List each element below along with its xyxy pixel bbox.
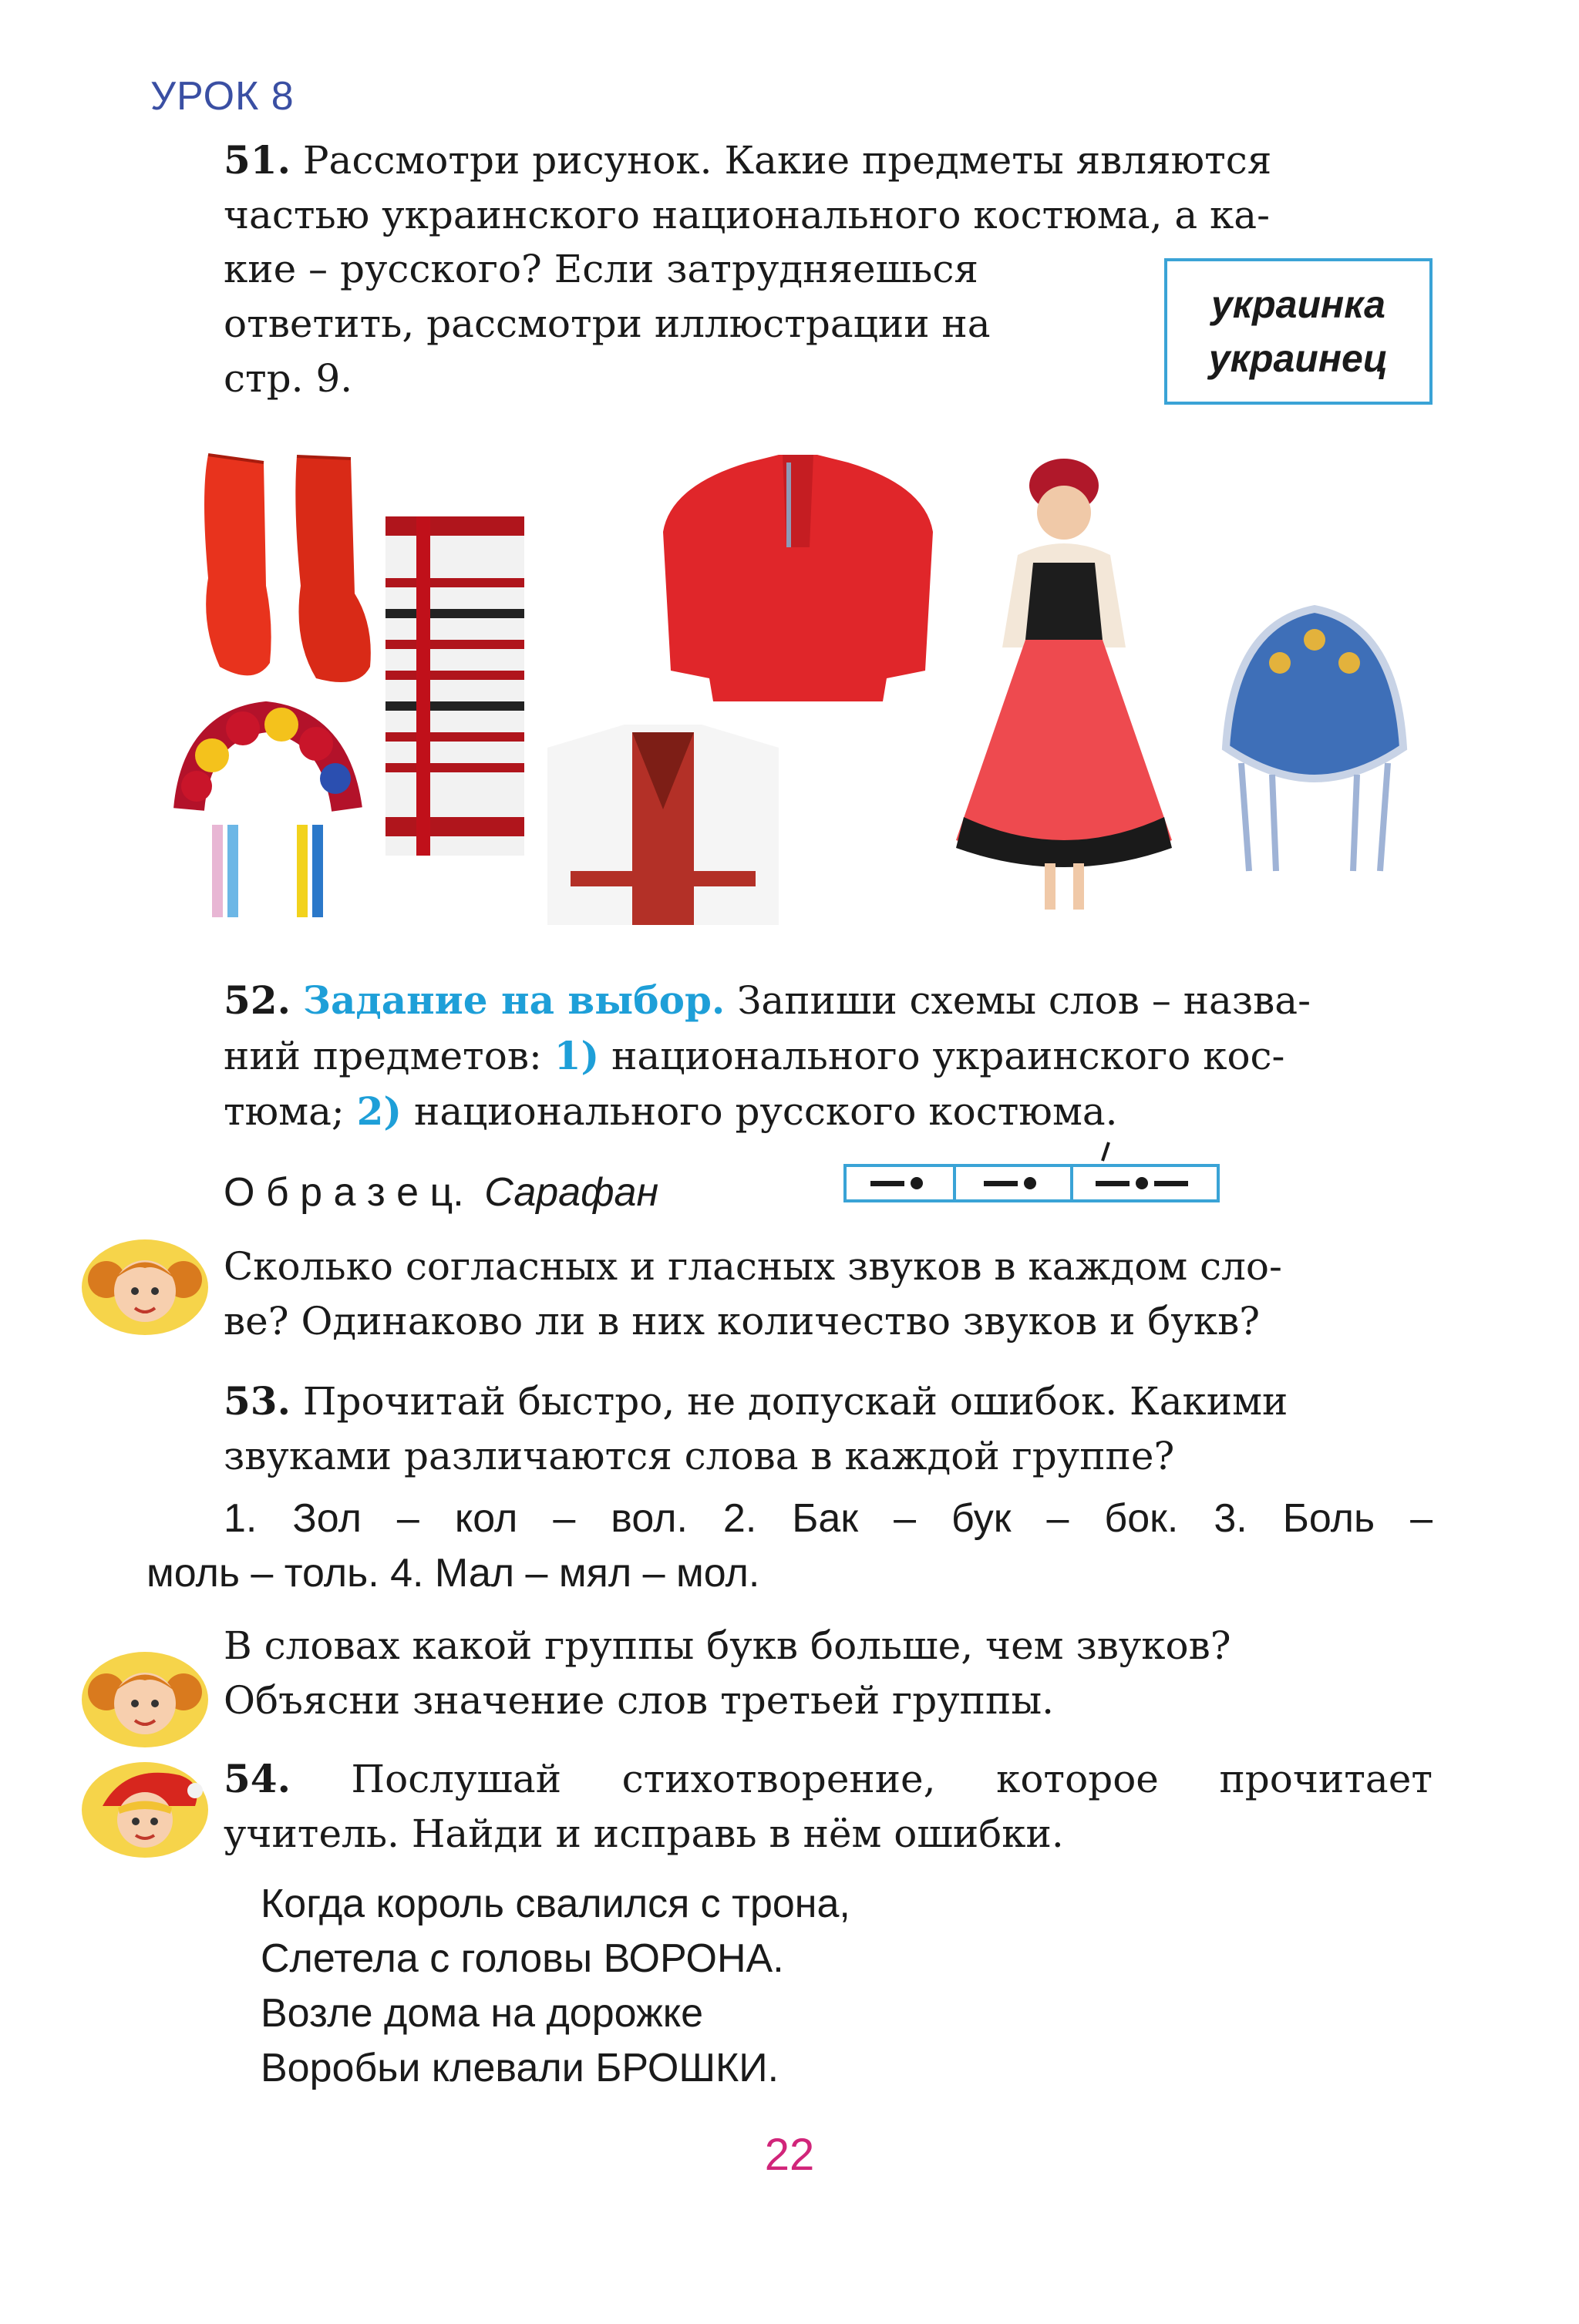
ex53-line-1: 53. Прочитай быстро, не допускай ошибок. Какими xyxy=(224,1378,1288,1424)
girl-face-icon xyxy=(79,1650,210,1750)
red-shirt-image xyxy=(655,447,941,709)
page-number: 22 xyxy=(764,2130,815,2180)
option-2-marker: 2) xyxy=(356,1088,402,1134)
boy-face-icon xyxy=(79,1760,210,1860)
sample-label: О б р а з е ц. xyxy=(224,1170,464,1215)
consonant-vowel-consonant-icon xyxy=(1091,1175,1199,1191)
stress-mark-icon xyxy=(1098,1141,1113,1162)
exercise-number: 52. xyxy=(224,977,291,1023)
ex52-question xyxy=(224,1239,1433,1349)
girl-character-avatar xyxy=(79,1237,210,1337)
poem-line-3: Возле дома на дорожке xyxy=(261,1991,704,2036)
ex51-line-1: 51. Рассмотри рисунок. Какие предметы являются xyxy=(224,137,1272,183)
word-scheme xyxy=(843,1164,1220,1202)
exercise-51 xyxy=(224,133,1433,243)
exercise-52 xyxy=(224,973,1433,1139)
sarafan-costume-image xyxy=(948,447,1180,925)
costume-illustrations xyxy=(146,439,1434,925)
ex54-line-2: учитель. Найди и исправь в нём ошибки. xyxy=(224,1811,1064,1856)
exercise-number: 53. xyxy=(224,1378,291,1424)
word-groups-line-2: моль – толь. 4. Мал – мял – мол. xyxy=(146,1551,760,1596)
kokoshnik-image xyxy=(1203,594,1426,879)
syllable-2 xyxy=(956,1167,1073,1199)
poem-line-4: Воробьи клевали БРОШКИ. xyxy=(261,2046,779,2090)
girl-character-avatar xyxy=(79,1650,210,1750)
sample-line xyxy=(224,1165,658,1219)
lesson-title: УРОК 8 xyxy=(150,74,295,119)
ex53-question xyxy=(224,1619,1433,1728)
syllable-1 xyxy=(847,1167,956,1199)
word-groups xyxy=(146,1492,1433,1601)
vocab-word-ukrainka: украинка xyxy=(1210,283,1385,326)
ex52-question-line-2: ве? Одинаково ли в них количество звуков и букв? xyxy=(224,1299,1261,1344)
girl-face-icon xyxy=(79,1237,210,1337)
boy-character-avatar xyxy=(79,1760,210,1860)
ex51-line-4: ответить, рассмотри иллюстрации на xyxy=(224,301,991,346)
ex52-line-2: ний предметов: 1) национального украинского кос- xyxy=(224,1033,1285,1078)
ex53-question-line-1: В словах какой группы букв больше, чем звуков? xyxy=(224,1623,1231,1668)
task-choice-label: Задание на выбор. xyxy=(302,977,726,1023)
ex52-line-1: 52. Задание на выбор. Запиши схемы слов – назва- xyxy=(224,977,1311,1023)
flower-wreath-image xyxy=(166,694,366,925)
red-boots-image xyxy=(177,447,393,694)
vocab-word-ukrainets: украинец xyxy=(1208,337,1389,380)
exercise-number: 51. xyxy=(224,137,291,183)
exercise-53 xyxy=(224,1374,1433,1484)
vocabulary-box xyxy=(1164,258,1433,405)
word-groups-line-1: 1. Зол – кол – вол. 2. Бак – бук – бок. 3. Боль – xyxy=(224,1496,1433,1541)
exercise-number: 54. xyxy=(224,1756,291,1801)
poem-line-2: Слетела с головы ВОРОНА. xyxy=(261,1936,784,1981)
ex52-question-line-1: Сколько согласных и гласных звуков в каждом сло- xyxy=(224,1244,1282,1289)
consonant-vowel-icon xyxy=(869,1175,931,1191)
syllable-scheme xyxy=(843,1164,1220,1202)
embroidered-shirt-image xyxy=(540,717,786,925)
exercise-51-cont xyxy=(224,242,1118,406)
ex53-line-2: звуками различаются слова в каждой группе? xyxy=(224,1434,1175,1478)
poem xyxy=(261,1877,850,2096)
ex54-line-1: 54. Послушай стихотворение, которое прочитает xyxy=(224,1756,1433,1801)
option-1-marker: 1) xyxy=(554,1033,600,1078)
ex51-line-3: кие – русского? Если затрудняешься xyxy=(224,247,978,291)
ex53-question-line-2: Объясни значение слов третьей группы. xyxy=(224,1678,1055,1723)
striped-skirt-image xyxy=(378,509,532,879)
syllable-3 xyxy=(1073,1167,1217,1199)
exercise-54 xyxy=(224,1751,1433,1862)
ex51-line-5: стр. 9. xyxy=(224,356,353,401)
ex51-line-2: частью украинского национального костюма, а ка- xyxy=(224,193,1271,237)
sample-word: Сарафан xyxy=(484,1170,659,1215)
consonant-vowel-icon xyxy=(982,1175,1044,1191)
ex52-line-3: тюма; 2) национального русского костюма. xyxy=(224,1088,1118,1134)
poem-line-1: Когда король свалился с трона, xyxy=(261,1882,850,1926)
